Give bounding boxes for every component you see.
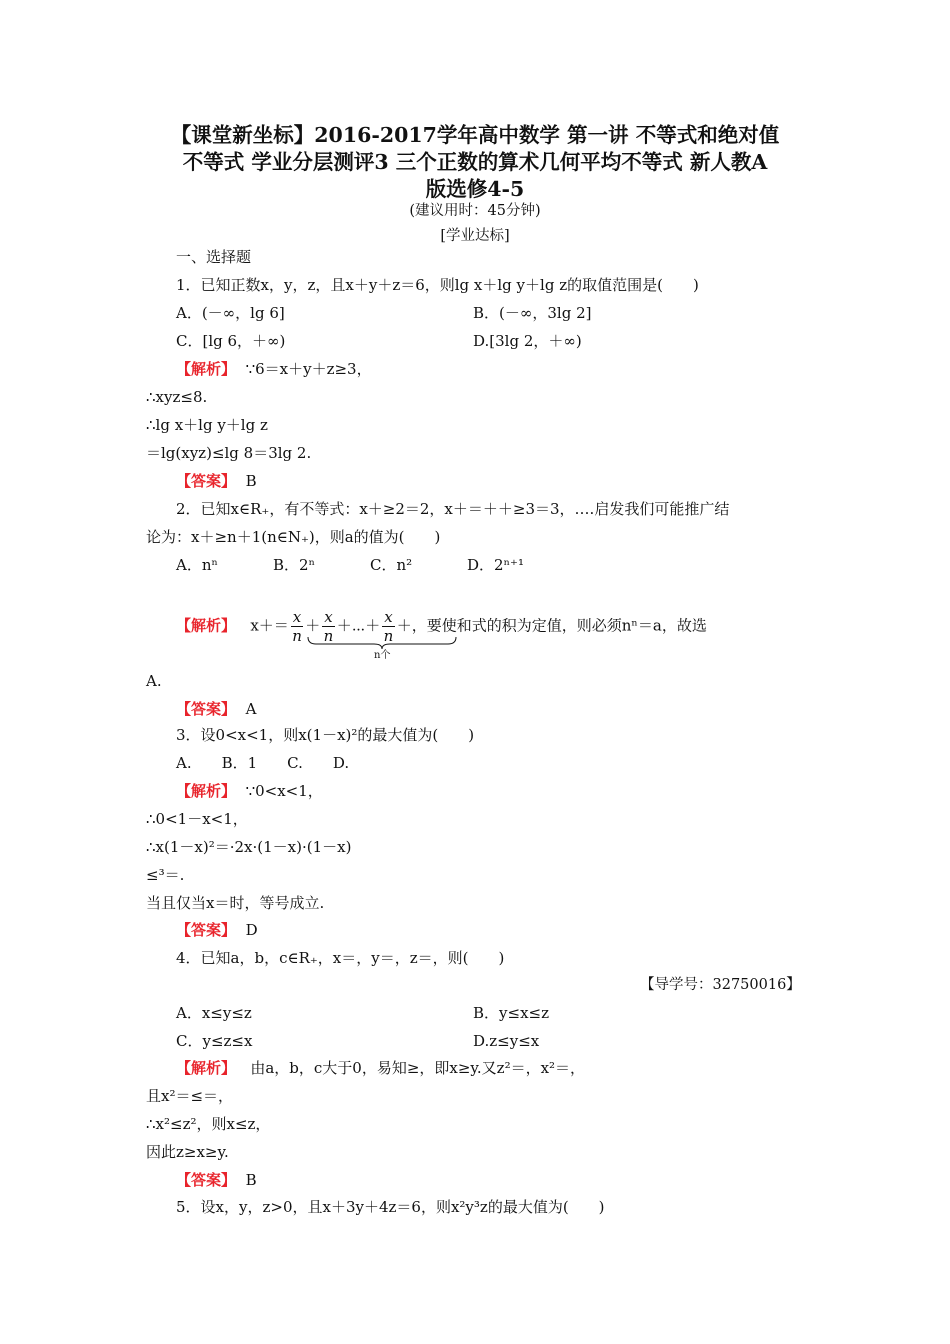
q4-solution-line-4: 因此z≥x≥y.: [146, 1143, 229, 1161]
q2-solution-line-2: A.: [146, 672, 162, 690]
q1-option-a: A．(－∞，lg 6]: [176, 304, 285, 322]
q4-option-b: B．y≤x≤z: [473, 1004, 549, 1022]
q4-option-d: D.z≤y≤x: [473, 1032, 540, 1050]
q4-answer-value: B: [245, 1171, 257, 1189]
time-note: (建议用时：45分钟): [409, 203, 541, 219]
q1-sol-1: ∵6＝x＋y＋z≥3，: [245, 360, 372, 378]
guide-number: 【导学号：32750016】: [640, 977, 801, 993]
q4-solution-line-1: [176, 1058, 585, 1078]
title-line-1: 【课堂新坐标】2016-2017学年高中数学 第一讲 不等式和绝对值: [170, 123, 780, 147]
q4-solution-line-2: 且x²＝≤＝，: [146, 1087, 234, 1105]
q2-option-d: D．2ⁿ⁺¹: [467, 556, 524, 574]
q1-answer: [176, 471, 257, 491]
answer-tag: 【答案】: [176, 921, 237, 939]
q2-option-a: A．nⁿ: [176, 556, 218, 574]
q3-stem: 3．设0<x<1，则x(1－x)²的最大值为( ): [176, 726, 475, 744]
q3-sol-1: ∵0<x<1，: [245, 782, 323, 800]
q1-solution-line-3: ∴lg x＋lg y＋lg z: [146, 416, 268, 434]
document-title: [100, 122, 850, 203]
q2-stem-line-1: 2．已知x∈R₊，有不等式：x＋≥2＝2，x＋＝＋＋≥3＝3，….启发我们可能推广结: [176, 500, 730, 518]
q3-solution-line-1: [176, 781, 323, 801]
answer-tag: 【答案】: [176, 1171, 237, 1189]
q2-sol-post: ＋，要使和式的积为定值，则必须nⁿ＝a，故选: [396, 616, 707, 635]
q3-solution-line-2: ∴0<1－x<1，: [146, 810, 248, 828]
analysis-tag: 【解析】: [176, 782, 237, 800]
plus-sign: ＋: [305, 616, 321, 635]
part-heading: 一、选择题: [176, 248, 252, 266]
analysis-tag: 【解析】: [176, 1059, 237, 1077]
q1-stem: 1．已知正数x，y，z，且x＋y＋z＝6，则lg x＋lg y＋lg z的取值范围是( ): [176, 276, 699, 294]
answer-tag: 【答案】: [176, 700, 237, 718]
q4-solution-line-3: ∴x²≤z²，则x≤z，: [146, 1115, 271, 1133]
fraction-x-over-n: $\frac{x}{n}$: [292, 608, 302, 645]
q2-answer: [176, 699, 256, 719]
analysis-tag: 【解析】: [176, 360, 237, 378]
q2-sol-pre: x＋＝: [250, 616, 289, 635]
q3-solution-line-4: ≤³＝.: [146, 866, 185, 884]
q3-answer: [176, 920, 258, 940]
q1-option-b: B．(－∞，3lg 2]: [473, 304, 592, 322]
q1-solution-line-2: ∴xyz≤8.: [146, 388, 208, 406]
fraction-x-over-n: $\frac{x}{n}$: [323, 608, 334, 645]
section-label: [学业达标]: [440, 228, 510, 244]
q3-solution-line-3: ∴x(1－x)²＝·2x·(1－x)·(1－x): [146, 838, 352, 856]
answer-tag: 【答案】: [176, 472, 237, 490]
q4-option-c: C．y≤z≤x: [176, 1032, 253, 1050]
q1-option-c: C．[lg 6，＋∞): [176, 332, 286, 350]
q1-solution-line-4: ＝lg(xyz)≤lg 8＝3lg 2.: [146, 444, 312, 462]
ellipsis-sum: ＋⋯＋: [336, 616, 381, 635]
q2-answer-value: A: [245, 700, 257, 718]
q2-option-b: B．2ⁿ: [273, 556, 316, 574]
q1-solution-line-1: [176, 359, 372, 379]
fraction-x-over-n: $\frac{x}{n}$: [383, 608, 394, 645]
q3-solution-line-5: 当且仅当x＝时，等号成立.: [146, 894, 325, 912]
title-line-3: 版选修4-5: [425, 177, 525, 201]
q2-option-c: C．n²: [370, 556, 413, 574]
q4-stem: 4．已知a，b，c∈R₊，x＝，y＝，z＝，则( ): [176, 949, 505, 967]
analysis-tag: 【解析】: [176, 616, 237, 635]
q1-answer-value: B: [245, 472, 257, 490]
q3-options: A. B．1 C. D.: [176, 754, 350, 772]
q2-stem-line-2: 论为：x＋≥n＋1(n∈N₊)，则a的值为( ): [146, 528, 441, 546]
q3-answer-value: D: [245, 921, 258, 939]
q4-answer: [176, 1170, 257, 1190]
title-line-2: 不等式 学业分层测评3 三个正数的算术几何平均不等式 新人教A: [182, 150, 768, 174]
q1-option-d: D.[3lg 2，＋∞): [473, 332, 582, 350]
q4-option-a: A．x≤y≤z: [176, 1004, 252, 1022]
q4-sol-1: 由a，b，c大于0，易知≥，即x≥y.又z²＝，x²＝，: [250, 1059, 586, 1077]
brace-label: n个: [374, 650, 391, 661]
q5-stem: 5．设x，y，z>0，且x＋3y＋4z＝6，则x²y³z的最大值为( ): [176, 1198, 605, 1216]
